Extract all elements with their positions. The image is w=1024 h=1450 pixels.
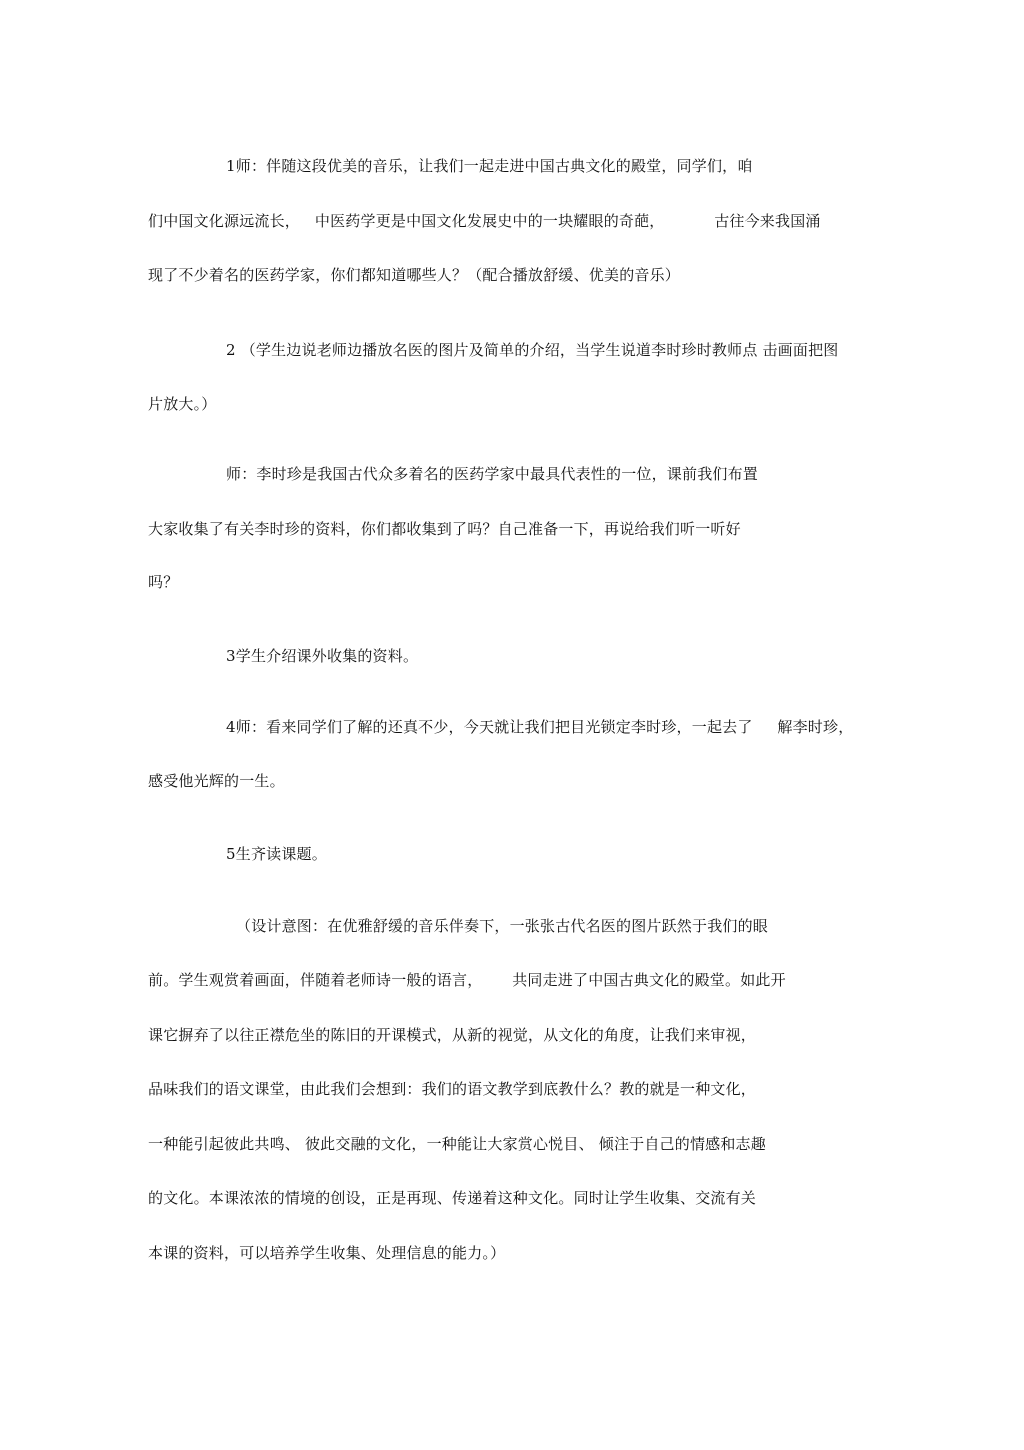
text-line-17: 一种能引起彼此共鸣、 彼此交融的文化，一种能让大家赏心悦目、 倾注于自己的情感和志趣 [148,1135,766,1153]
text-line-8: 吗？ [148,573,179,591]
text-line-2: 们中国文化源远流长， 中医药学更是中国文化发展史中的一块耀眼的奇葩， 古往今来我国涌 [148,212,821,230]
text-line-9: 3学生介绍课外收集的资料。 [226,647,419,665]
text-line-13: （设计意图：在优雅舒缓的音乐伴奏下，一张张古代名医的图片跃然于我们的眼 [236,917,769,935]
text-line-11: 感受他光辉的一生。 [148,772,285,790]
text-line-4: 2 （学生边说老师边播放名医的图片及简单的介绍，当学生说道李时珍时教师点 击画面把图 [226,341,839,359]
text-line-7: 大家收集了有关李时珍的资料，你们都收集到了吗？自己准备一下，再说给我们听一听好 [148,520,741,538]
text-line-6: 师：李时珍是我国古代众多着名的医药学家中最具代表性的一位，课前我们布置 [226,465,759,483]
text-line-5: 片放大。） [148,395,217,413]
text-line-3: 现了不少着名的医药学家，你们都知道哪些人？（配合播放舒缓、优美的音乐） [148,266,681,284]
text-line-19: 本课的资料，可以培养学生收集、处理信息的能力。） [148,1244,506,1262]
text-line-12: 5生齐读课题。 [226,845,327,863]
text-line-10: 4师：看来同学们了解的还真不少，今天就让我们把目光锁定李时珍，一起去了 解李时珍， [226,718,854,736]
text-line-15: 课它摒弃了以往正襟危坐的陈旧的开课模式，从新的视觉，从文化的角度，让我们来审视， [148,1026,757,1044]
text-line-16: 品味我们的语文课堂，由此我们会想到：我们的语文教学到底教什么？教的就是一种文化， [148,1080,757,1098]
text-line-14: 前。学生观赏着画面，伴随着老师诗一般的语言， 共同走进了中国古典文化的殿堂。如此开 [148,971,786,989]
text-line-1: 1师：伴随这段优美的音乐，让我们一起走进中国古典文化的殿堂，同学们，咱 [226,157,753,175]
text-line-18: 的文化。本课浓浓的情境的创设，正是再现、传递着这种文化。同时让学生收集、交流有关 [148,1189,757,1207]
